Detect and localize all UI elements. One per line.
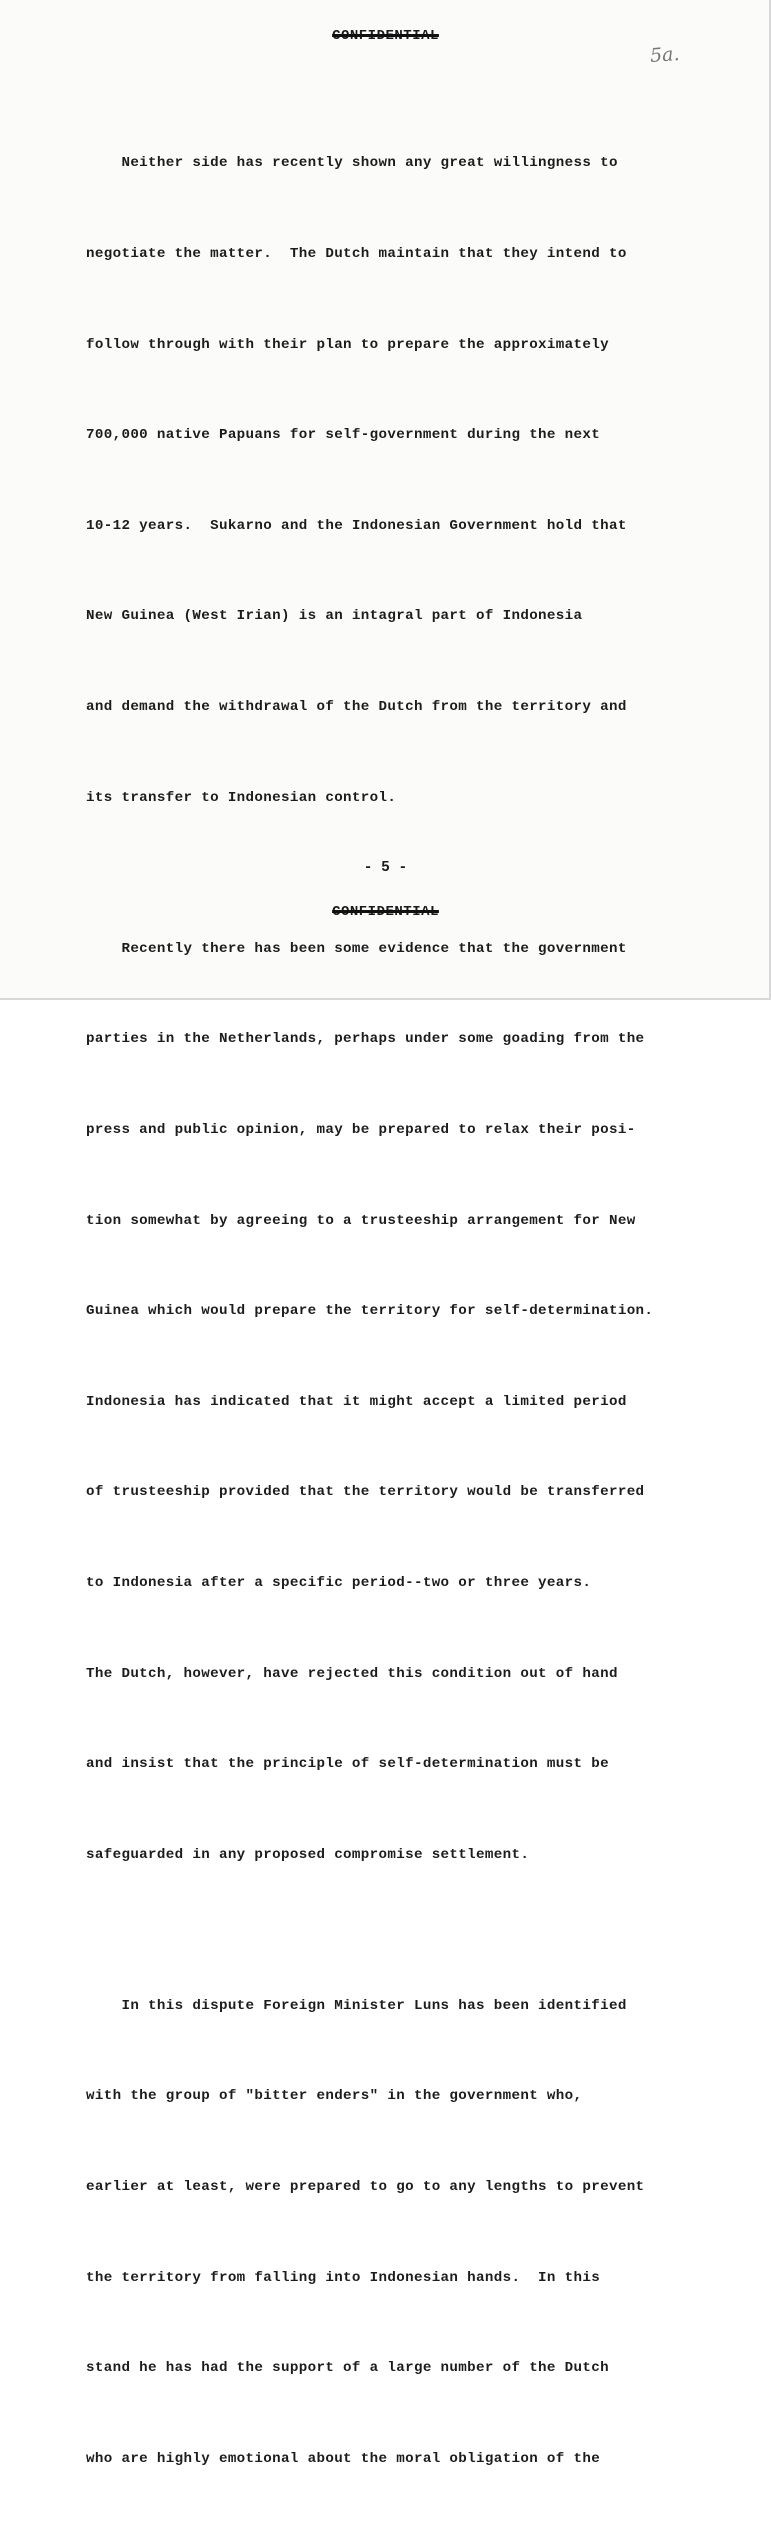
paragraph-1 [86, 88, 706, 873]
text-line: and demand the withdrawal of the Dutch from the territory and [86, 699, 627, 716]
paragraph-3 [86, 1930, 706, 2534]
classification-header [0, 28, 771, 44]
paragraph-2 [86, 873, 706, 1930]
text-line: Guinea which would prepare the territory for self-determination. [86, 1303, 654, 1320]
text-line: negotiate the matter. The Dutch maintain that they intend to [86, 246, 627, 263]
text-line: 10-12 years. Sukarno and the Indonesian Government hold that [86, 517, 627, 534]
text-line: of trusteeship provided that the territory would be transferred [86, 1484, 645, 1501]
classification-footer [0, 904, 771, 920]
text-line: who are highly emotional about the moral obligation of the [86, 2450, 601, 2467]
text-line: press and public opinion, may be prepared to relax their posi- [86, 1121, 636, 1138]
text-line: The Dutch, however, have rejected this condition out of hand [86, 1665, 618, 1682]
text-line: 700,000 native Papuans for self-government during the next [86, 427, 601, 444]
handwritten-page-annotation: 5a. [649, 42, 681, 68]
document-body [86, 88, 706, 2534]
page-number: - 5 - [363, 860, 408, 876]
text-line: and insist that the principle of self-determination must be [86, 1756, 609, 1773]
text-line: Recently there has been some evidence that the government [86, 940, 627, 957]
text-line: tion somewhat by agreeing to a trusteeship arrangement for New [86, 1212, 636, 1229]
text-line: earlier at least, were prepared to go to any lengths to prevent [86, 2179, 645, 2196]
text-line: the territory from falling into Indonesian hands. In this [86, 2269, 601, 2286]
text-line: follow through with their plan to prepare the approximately [86, 336, 609, 353]
text-line: Indonesia has indicated that it might accept a limited period [86, 1393, 627, 1410]
text-line: with the group of "bitter enders" in the government who, [86, 2088, 583, 2105]
text-line: In this dispute Foreign Minister Luns has been identified [86, 1997, 627, 2014]
text-line: safeguarded in any proposed compromise settlement. [86, 1846, 530, 1863]
text-line: parties in the Netherlands, perhaps under some goading from the [86, 1031, 645, 1048]
text-line: Neither side has recently shown any great willingness to [86, 155, 618, 172]
text-line: New Guinea (West Irian) is an intagral part of Indonesia [86, 608, 583, 625]
text-line: to Indonesia after a specific period--two or three years. [86, 1574, 592, 1591]
classification-header-text: CONFIDENTIAL [332, 28, 439, 44]
text-line: its transfer to Indonesian control. [86, 789, 397, 806]
classification-footer-text: CONFIDENTIAL [332, 904, 439, 920]
text-line: stand he has had the support of a large number of the Dutch [86, 2360, 609, 2377]
